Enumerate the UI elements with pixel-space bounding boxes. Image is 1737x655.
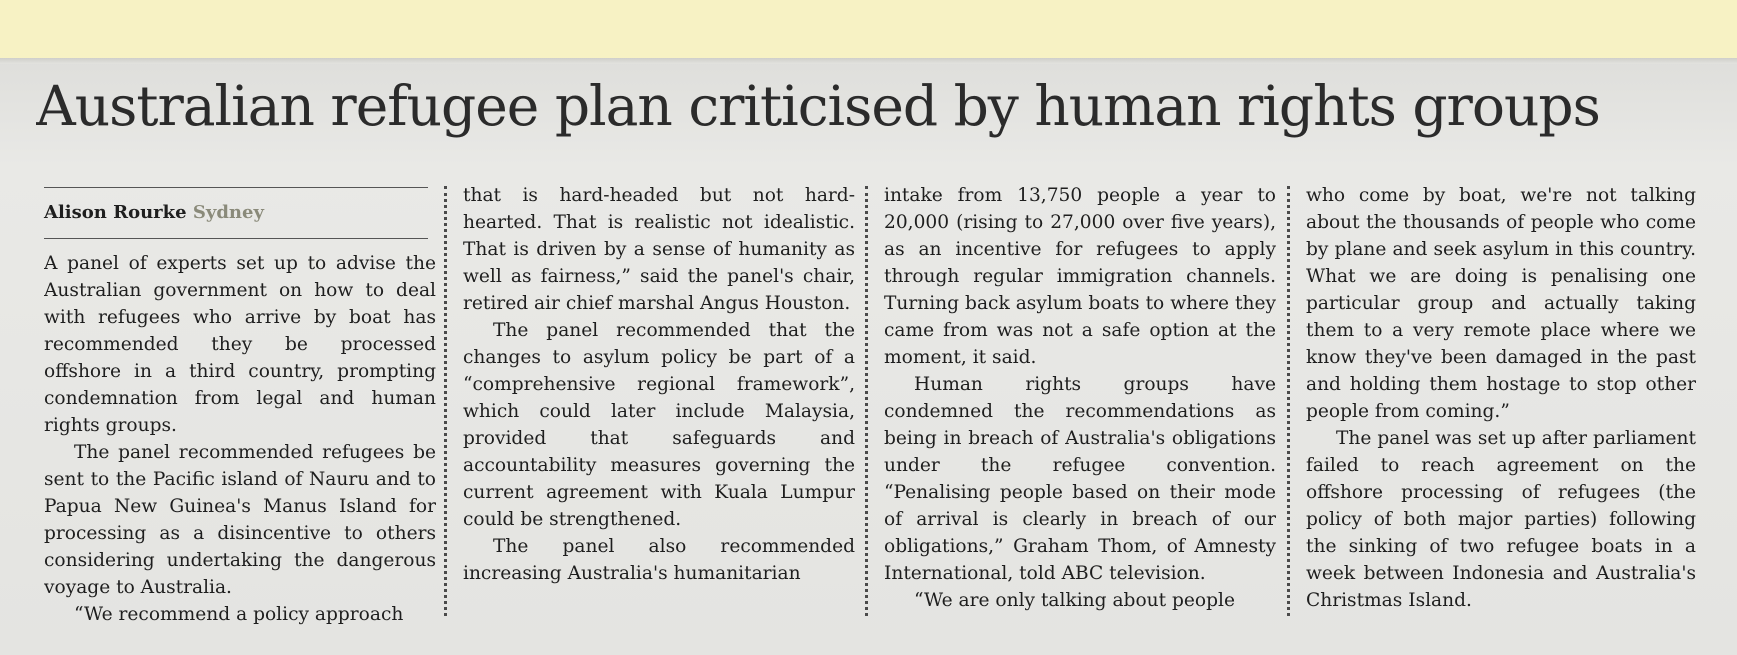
paragraph: The panel recommended refugees be sent to the Pacific island of Nauru and to Papua New Guinea's Manus Island for processing as a disincentive to others considering undertaking the dangerous voyage to Australia. <box>44 442 436 598</box>
article-column-2 <box>463 182 855 644</box>
column-divider <box>1287 186 1290 616</box>
byline-location: Sydney <box>192 202 264 223</box>
paragraph: Human rights groups have condemned the recommendations as being in breach of Australia's obligations under the refugee convention. “Penalising people based on their mode of arrival is clearly in breach of our obligations,” Graham Thom, of Amnesty International, told ABC television. <box>884 374 1276 584</box>
article-column-3 <box>884 182 1276 644</box>
byline-rule-bottom <box>44 238 428 239</box>
paragraph: who come by boat, we're not talking about the thousands of people who come by plane and seek asylum in this country. What we are doing is penalising one particular group and actually taking them to a very remote place where we know they've been damaged in the past and holding them hostage to stop other people from coming.” <box>1306 185 1696 422</box>
paragraph: A panel of experts set up to advise the Australian government on how to deal with refugees who arrive by boat has recommended they be processed offshore in a third country, prompting condemnation from legal and human rights groups. <box>44 253 436 436</box>
paragraph: The panel recommended that the changes to asylum policy be part of a “comprehensive regional framework”, which could later include Malaysia, provided that safeguards and accountability measures governing the current agreement with Kuala Lumpur could be strengthened. <box>463 320 855 530</box>
paragraph: “We recommend a policy approach <box>74 604 404 625</box>
paragraph: The panel was set up after parliament failed to reach agreement on the offshore processing of refugees (the policy of both major parties) following the sinking of two refugee boats in a week between Indonesia and Australia's Christmas Island. <box>1306 428 1696 611</box>
article-column-4 <box>1306 182 1696 644</box>
article-column-1 <box>44 250 436 640</box>
headline: Australian refugee plan criticised by human rights groups <box>36 74 1600 138</box>
byline-rule-top <box>44 187 428 188</box>
paragraph: intake from 13,750 people a year to 20,000 (rising to 27,000 over five years), as an incentive for refugees to apply through regular immigration channels. Turning back asylum boats to where they came from was not a safe option at the moment, it said. <box>884 185 1276 368</box>
column-divider <box>865 186 868 616</box>
paragraph: The panel also recommended increasing Australia's humanitarian <box>463 536 855 584</box>
byline-author: Alison Rourke <box>44 202 187 223</box>
byline <box>44 198 428 228</box>
paragraph: “We are only talking about people <box>914 590 1235 611</box>
paragraph: that is hard-headed but not hard-hearted. That is realistic not idealistic. That is driven by a sense of humanity as well as fairness,” said the panel's chair, retired air chief marshal Angus Houston. <box>463 185 855 314</box>
column-divider <box>444 186 447 616</box>
